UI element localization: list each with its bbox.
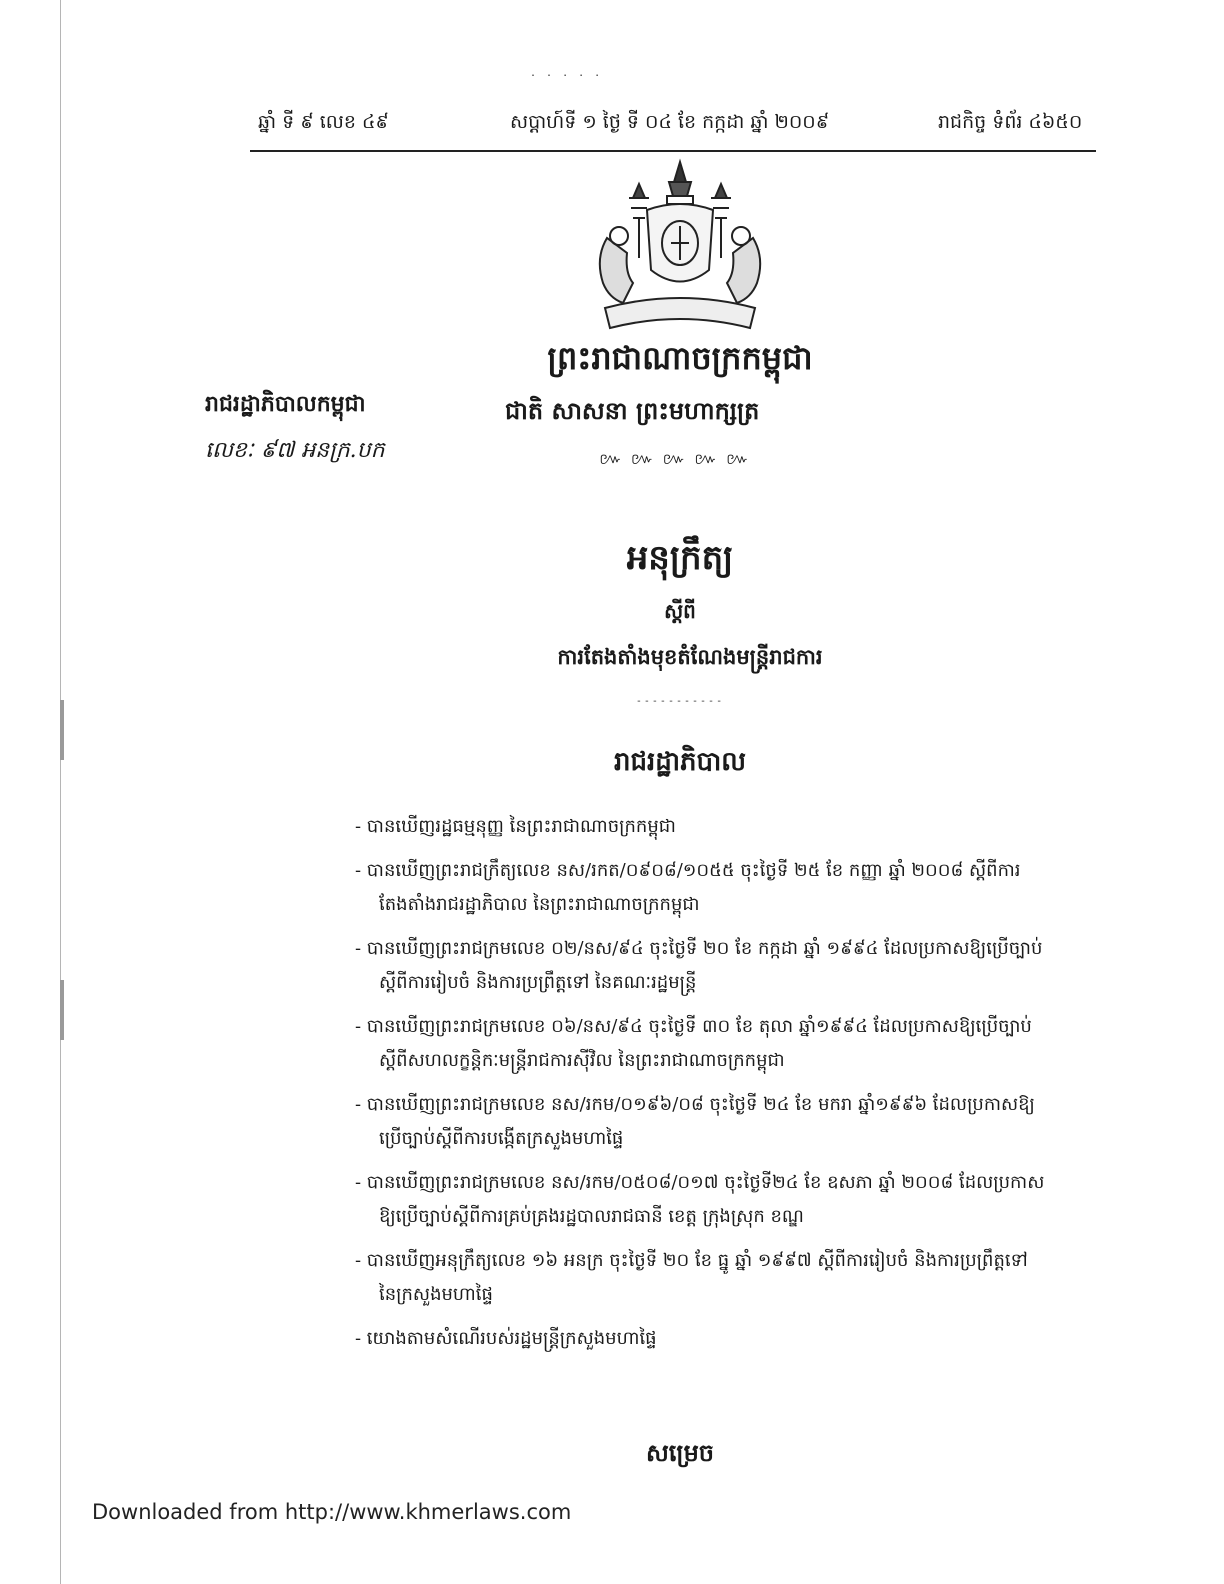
consideration-continuation: ស្តីពីសហលក្ខន្តិកៈមន្ត្រីរាជការស៊ីវិល នៃព្រះរាជាណាចក្រកម្ពុជា [379,1050,785,1071]
body-title: រាជរដ្ឋាភិបាល [613,747,747,777]
consideration-text: - បានឃើញអនុក្រឹត្យលេខ ១៦ អនក្រ ចុះថ្ងៃទី ២០ ខែ ធ្នូ ឆ្នាំ ១៩៩៧ ស្តីពីការរៀបចំ និងការប្រព្រឹត្តទៅ [355,1250,1028,1271]
considerations-list [355,810,1095,1356]
download-source-footer: Downloaded from http://www.khmerlaws.com [92,1500,572,1524]
consideration-text: - បានឃើញរដ្ឋធម្មនុញ្ញ នៃព្រះរាជាណាចក្រកម្ពុជា [355,816,676,837]
ornament-divider: ៚ ៚ ៚ ៚ ៚ [599,449,751,468]
scan-margin-line [60,0,61,1584]
document-type: អនុក្រឹត្យ [626,538,734,578]
consideration-item [355,1010,1095,1078]
consideration-text: - យោងតាមសំណើរបស់រដ្ឋមន្ត្រីក្រសួងមហាផ្ទៃ [355,1328,657,1349]
consideration-text: - បានឃើញព្រះរាជក្រមលេខ នស/រកម/០១៩៦/០៨ ចុះថ្ងៃទី ២៤ ខែ មករា ឆ្នាំ១៩៩៦ ដែលប្រកាសឱ្យ [355,1094,1035,1115]
consideration-item [355,854,1095,922]
document-about: ស្តីពី [664,599,696,623]
consideration-item [355,1166,1095,1234]
consideration-continuation: ស្តីពីការរៀបចំ និងការប្រព្រឹត្តទៅ នៃគណៈរដ្ឋមន្ត្រី [379,972,697,993]
gazette-date: សប្តាហ៍ទី ១ ថ្ងៃ ទី ០៤ ខែ កក្កដា ឆ្នាំ ២០០៩ [510,111,830,133]
consideration-item [355,1244,1095,1312]
top-dots: . . . . . [530,68,603,79]
consideration-continuation: នៃក្រសួងមហាផ្ទៃ [379,1284,493,1305]
scan-artifact [60,980,64,1040]
document-number: លេខៈ ៩៧ អនក្រ.បក [205,438,385,463]
consideration-continuation: ប្រើច្បាប់ស្តីពីការបង្កើតក្រសួងមហាផ្ទៃ [379,1128,624,1149]
consideration-text: - បានឃើញព្រះរាជក្រមលេខ នស/រកម/០៥០៨/០១៧ ចុះថ្ងៃទី២៤ ខែ ឧសភា ឆ្នាំ ២០០៨ ដែលប្រកាស [355,1172,1045,1193]
document-subject: ការតែងតាំងមុខតំណែងមន្ត្រីរាជការ [557,644,823,669]
consideration-text: - បានឃើញព្រះរាជក្រមលេខ ០២/នស/៩៤ ចុះថ្ងៃទី ២០ ខែ កក្កដា ឆ្នាំ ១៩៩៤ ដែលប្រកាសឱ្យប្រើច្បាប់ [355,938,1043,959]
issuer-name: រាជរដ្ឋាភិបាលកម្ពុជា [205,391,366,417]
kingdom-title: ព្រះរាជាណាចក្រកម្ពុជា [547,339,813,377]
consideration-item [355,810,1095,844]
gazette-issue: ឆ្នាំ ទី ៩ លេខ ៤៩ [258,111,389,133]
subject-separator: ----------- [635,696,725,707]
consideration-text: - បានឃើញព្រះរាជក្រឹត្យលេខ នស/រកត/០៩០៨/១០៥៥ ចុះថ្ងៃទី ២៥ ខែ កញ្ញា ឆ្នាំ ២០០៨ ស្តីពីការ [355,860,1021,881]
consideration-text: - បានឃើញព្រះរាជក្រមលេខ ០៦/នស/៩៤ ចុះថ្ងៃទី ៣០ ខែ តុលា ឆ្នាំ១៩៩៤ ដែលប្រកាសឱ្យប្រើច្បាប់ [355,1016,1032,1037]
consideration-item [355,1088,1095,1156]
royal-coat-of-arms-icon [585,158,775,333]
kingdom-motto: ជាតិ សាសនា ព្រះមហាក្សត្រ [505,396,760,425]
consideration-continuation: ឱ្យប្រើច្បាប់ស្តីពីការគ្រប់គ្រងរដ្ឋបាលរាជធានី ខេត្ត ក្រុងស្រុក ខណ្ឌ [379,1206,804,1227]
gazette-page: រាជកិច្ច ទំព័រ ៤៦៥០ [938,111,1083,133]
consideration-item [355,1322,1095,1356]
header-rule [250,150,1096,152]
consideration-continuation: តែងតាំងរាជរដ្ឋាភិបាល នៃព្រះរាជាណាចក្រកម្ពុជា [379,894,700,915]
decision-heading: សម្រេច [645,1438,715,1467]
consideration-item [355,932,1095,1000]
scan-artifact [60,700,64,760]
